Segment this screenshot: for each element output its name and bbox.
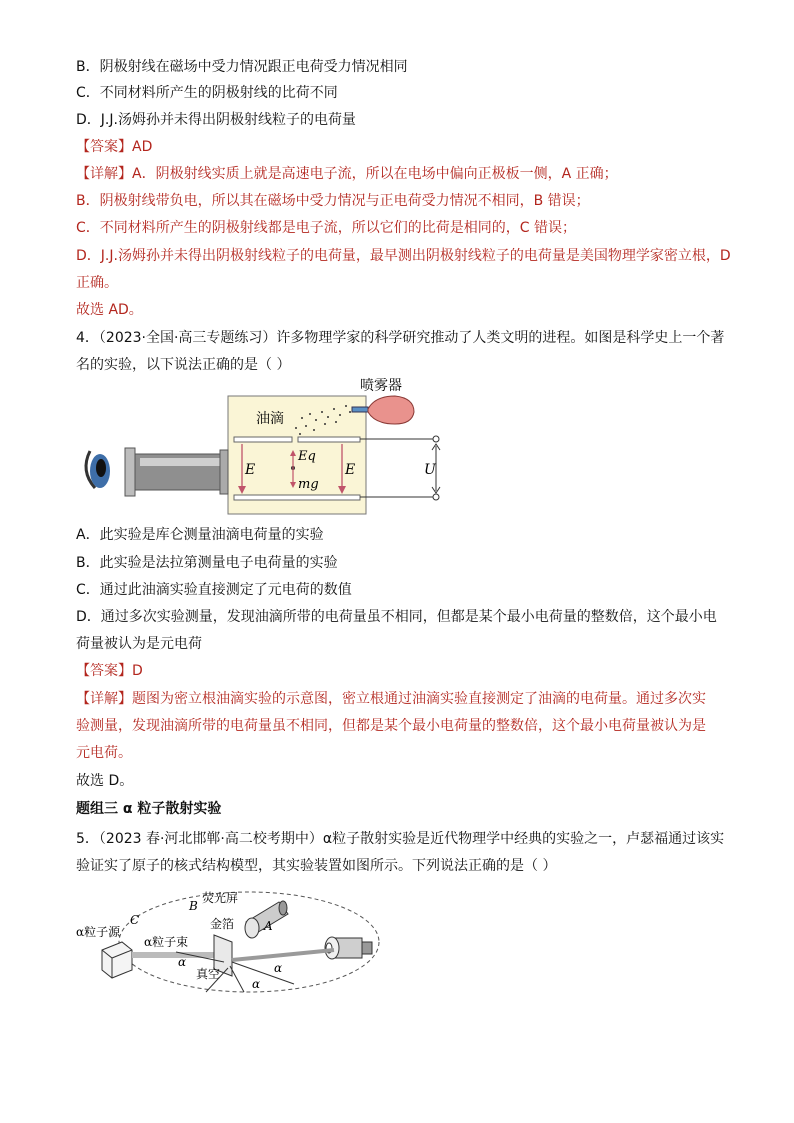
microscope-right — [325, 937, 372, 959]
screen-label: 荧光屏 — [202, 891, 239, 905]
q3-option-c: C．不同材料所产生的阴极射线的比荷不同 — [76, 85, 338, 101]
alpha-source-box — [102, 942, 132, 978]
q3-detail-b: B．阴极射线带负电，所以其在磁场中受力情况与正电荷受力情况不相同，B 错误； — [76, 193, 590, 209]
q4-choice: 故选 D。 — [76, 773, 134, 789]
q3-choice: 故选 AD。 — [76, 302, 143, 318]
point-c-label: C — [130, 913, 140, 927]
q4-option-d2: 荷量被认为是元电荷 — [76, 636, 202, 652]
q3-detail-a — [76, 164, 618, 184]
field-label-left: E — [245, 462, 256, 478]
q3-detail-d2: 正确。 — [76, 275, 118, 291]
q3-option-d: D．J.J.汤姆孙并未得出阴极射线粒子的电荷量 — [76, 112, 356, 128]
group3-title: 题组三 α 粒子散射实验 — [76, 801, 222, 817]
source-label: α粒子源 — [76, 925, 121, 939]
q4-stem-line2: 名的实验，以下说法正确的是（ ） — [76, 357, 291, 373]
alpha-label-left: α — [178, 955, 187, 969]
top-plate-right — [298, 437, 360, 442]
top-plate — [234, 437, 292, 442]
point-b-label: B — [189, 899, 198, 913]
q3-detail-c: C．不同材料所产生的阴极射线都是电子流，所以它们的比荷是相同的，C 错误； — [76, 220, 576, 236]
bottom-plate — [234, 495, 360, 500]
foil-label: 金箔 — [210, 917, 235, 931]
point-a-label: A — [264, 919, 273, 933]
millikan-oil-drop-figure — [70, 376, 450, 516]
sprayer-label: 喷雾器 — [360, 378, 402, 394]
q4-option-d1: D．通过多次实验测量，发现油滴所带的电荷量虽不相同，但都是某个最小电荷量的整数倍，这个最小电 — [76, 609, 717, 625]
detail-label: 【详解】 — [76, 166, 132, 182]
q4-detail-line1 — [76, 689, 706, 709]
q4-answer — [76, 661, 143, 681]
alpha-scattering-figure — [74, 880, 394, 1000]
q3-detail-d1: D．J.J.汤姆孙并未得出阴极射线粒子的电荷量，最早测出阴极射线粒子的电荷量是美国物理学家密立根，D — [76, 248, 731, 264]
answer-label: 【答案】 — [76, 139, 132, 155]
q4-stem-line1: 4．（2023·全国·高三专题练习）许多物理学家的科学研究推动了人类文明的进程。如图是科学史上一个著 — [76, 330, 725, 346]
beam-label: α粒子束 — [144, 935, 189, 949]
q5-stem-line2: 验证实了原子的核式结构模型，其实验装置如图所示。下列说法正确的是（ ） — [76, 858, 557, 874]
q4-option-c: C．通过此油滴实验直接测定了元电荷的数值 — [76, 582, 352, 598]
alpha-label-bottom: α — [252, 977, 261, 991]
answer-value: D — [132, 663, 143, 679]
q4-detail-line3: 元电荷。 — [76, 745, 132, 761]
vacuum-label: 真空 — [196, 967, 221, 981]
q4-option-a: A．此实验是库仑测量油滴电荷量的实验 — [76, 527, 324, 543]
q3-option-b: B．阴极射线在磁场中受力情况跟正电荷受力情况相同 — [76, 59, 408, 75]
detail-label: 【详解】 — [76, 691, 132, 707]
answer-value: AD — [132, 139, 153, 155]
eye-icon — [86, 451, 110, 488]
gravity-label: mg — [298, 477, 319, 492]
field-label-right: E — [345, 462, 356, 478]
detail-text: 题图为密立根油滴实验的示意图，密立根通过油滴实验直接测定了油滴的电荷量。通过多次实 — [132, 691, 706, 707]
alpha-label-right: α — [274, 961, 283, 975]
q4-detail-line2: 验测量，发现油滴所带的电荷量虽不相同，但都是某个最小电荷量的整数倍，这个最小电荷量被认为是 — [76, 718, 706, 734]
oil-drop-label: 油滴 — [256, 411, 284, 427]
detail-text: A．阴极射线实质上就是高速电子流，所以在电场中偏向正极板一侧，A 正确； — [132, 166, 618, 182]
microscope-tube — [125, 448, 228, 496]
electric-force-label: Eq — [298, 449, 316, 464]
q3-answer — [76, 137, 152, 157]
q4-option-b: B．此实验是法拉第测量电子电荷量的实验 — [76, 555, 338, 571]
q5-stem-line1: 5．（2023 春·河北邯郸·高二校考期中）α粒子散射实验是近代物理学中经典的实验之一，卢瑟福通过该实 — [76, 831, 725, 847]
voltage-label: U — [424, 462, 436, 478]
answer-label: 【答案】 — [76, 663, 132, 679]
